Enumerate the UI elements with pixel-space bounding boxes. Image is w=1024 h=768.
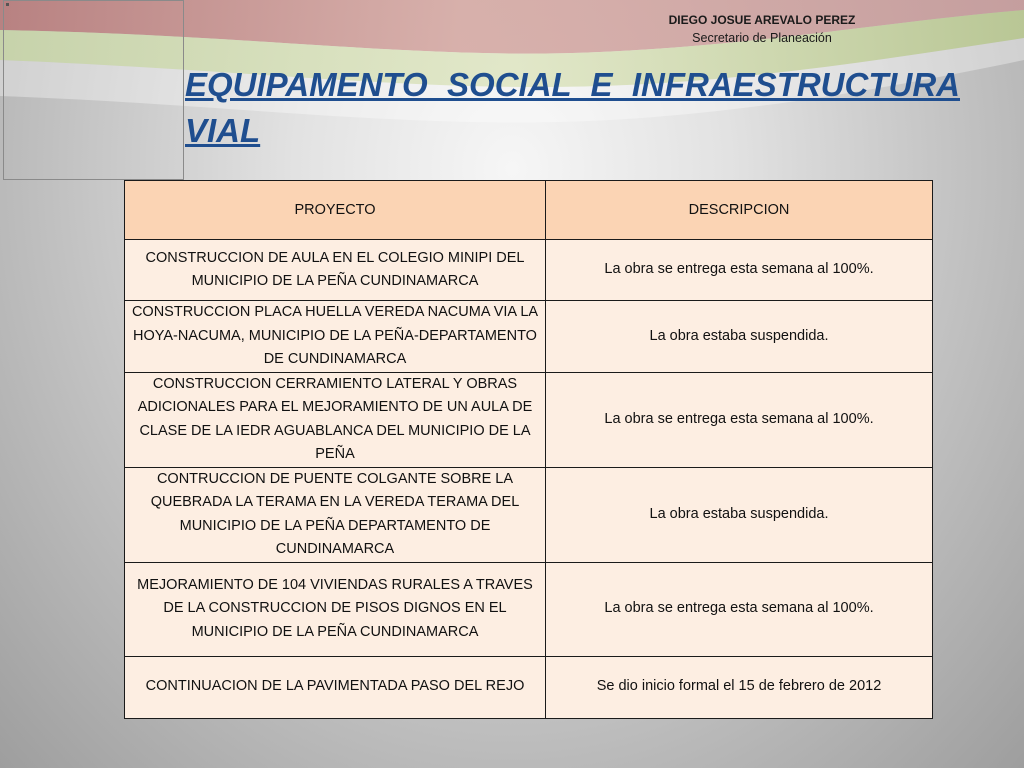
author-name: DIEGO JOSUE AREVALO PEREZ: [668, 13, 856, 27]
table-row: [125, 372, 933, 467]
author-block: [640, 11, 884, 47]
cell-proyecto: CONSTRUCCION CERRAMIENTO LATERAL Y OBRAS ADICIONALES PARA EL MEJORAMIENTO DE UN AULA DE CLASE DE LA IEDR AGUABLANCA DEL MUNICIPIO DE LA PEÑA: [125, 372, 546, 467]
cell-descripcion: La obra estaba suspendida.: [546, 301, 933, 373]
image-placeholder-icon: [6, 3, 9, 6]
cell-proyecto: CONSTRUCCION DE AULA EN EL COLEGIO MINIPI DEL MUNICIPIO DE LA PEÑA CUNDINAMARCA: [125, 240, 546, 301]
table-row: [125, 240, 933, 301]
cell-proyecto: CONSTRUCCION PLACA HUELLA VEREDA NACUMA VIA LA HOYA-NACUMA, MUNICIPIO DE LA PEÑA-DEPARTAMENTO DE CUNDINAMARCA: [125, 301, 546, 373]
table-row: [125, 301, 933, 373]
cell-descripcion: La obra se entrega esta semana al 100%.: [546, 240, 933, 301]
cell-proyecto: CONTRUCCION DE PUENTE COLGANTE SOBRE LA QUEBRADA LA TERAMA EN LA VEREDA TERAMA DEL MUNICIPIO DE LA PEÑA DEPARTAMENTO DE CUNDINAMARCA: [125, 467, 546, 562]
table-row: [125, 656, 933, 718]
projects-table-container: [124, 180, 932, 719]
column-header-descripcion: DESCRIPCION: [546, 181, 933, 240]
cell-descripcion: La obra estaba suspendida.: [546, 467, 933, 562]
cell-proyecto: CONTINUACION DE LA PAVIMENTADA PASO DEL REJO: [125, 656, 546, 718]
table-header-row: [125, 181, 933, 240]
author-role: Secretario de Planeación: [692, 31, 832, 45]
embedded-image-frame: [3, 0, 184, 180]
column-header-proyecto: PROYECTO: [125, 181, 546, 240]
cell-proyecto: MEJORAMIENTO DE 104 VIVIENDAS RURALES A TRAVES DE LA CONSTRUCCION DE PISOS DIGNOS EN EL MUNICIPIO DE LA PEÑA CUNDINAMARCA: [125, 562, 546, 656]
slide-title: EQUIPAMENTO SOCIAL E INFRAESTRUCTURA VIAL: [185, 66, 960, 149]
cell-descripcion: La obra se entrega esta semana al 100%.: [546, 372, 933, 467]
cell-descripcion: Se dio inicio formal el 15 de febrero de 2012: [546, 656, 933, 718]
projects-table: [124, 180, 933, 719]
table-row: [125, 467, 933, 562]
table-row: [125, 562, 933, 656]
cell-descripcion: La obra se entrega esta semana al 100%.: [546, 562, 933, 656]
